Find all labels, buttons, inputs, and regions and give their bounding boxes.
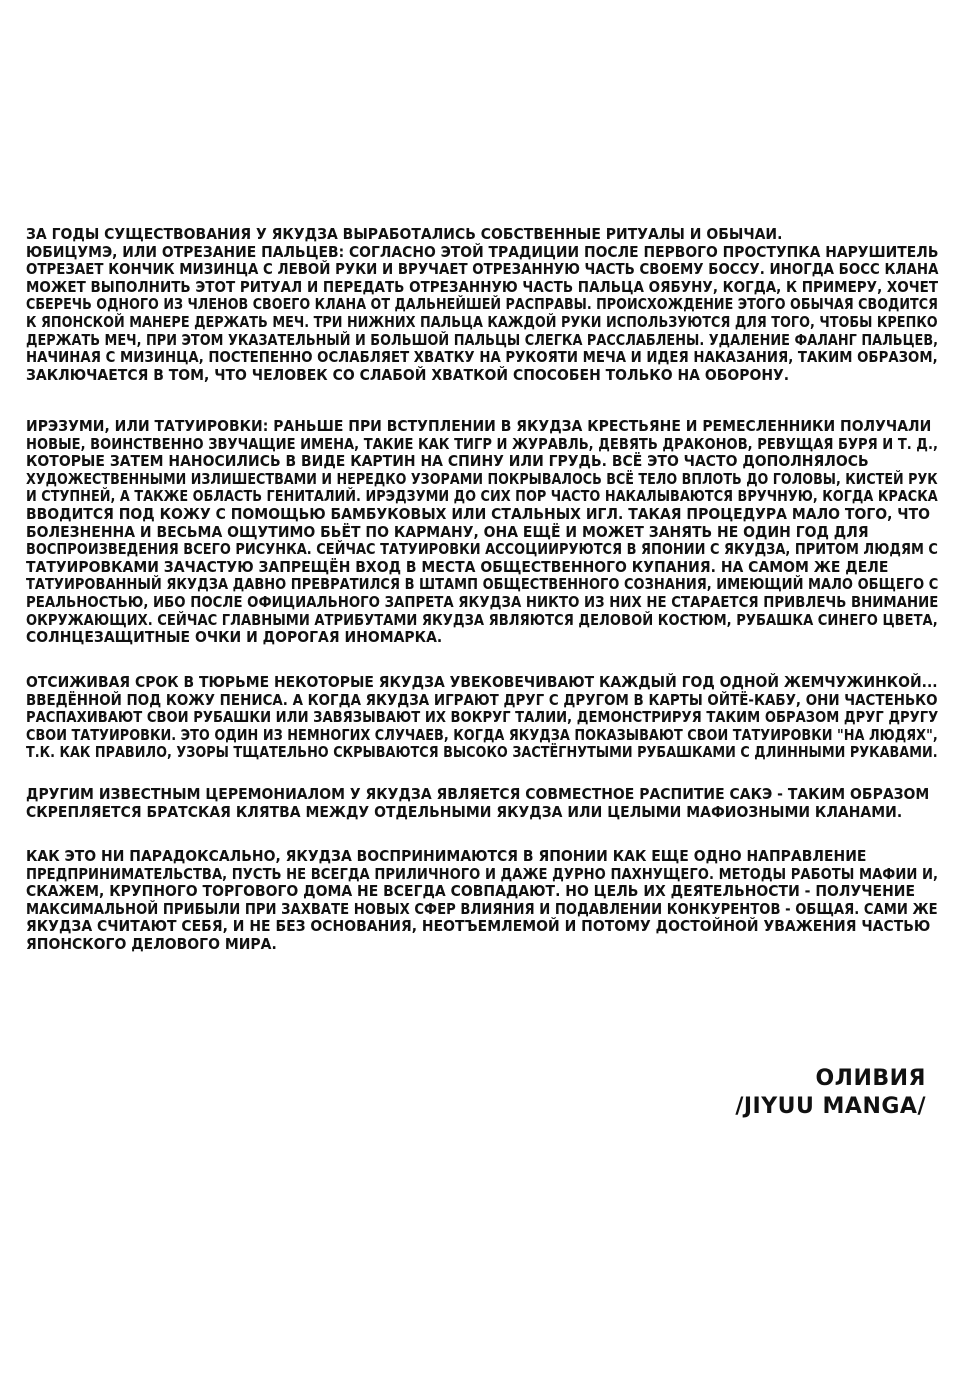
- text-line: ВВЕДЁННОЙ ПОД КОЖУ ПЕНИСА. А КОГДА ЯКУДЗА ИГРАЮТ ДРУГ С ДРУГОМ В КАРТЫ ОЙТЁ-КАБУ, ОНИ ЧАСТЕНЬКО: [26, 690, 938, 709]
- text-line: ДЕРЖАТЬ МЕЧ, ПРИ ЭТОМ УКАЗАТЕЛЬНЫЙ И БОЛЬШОЙ ПАЛЬЦЫ СЛЕГКА РАССЛАБЛЕНЫ. УДАЛЕНИЕ ФАЛАНГ ПАЛЬЦЕВ,: [26, 330, 939, 349]
- text-line: И СТУПНЕЙ, А ТАКЖЕ ОБЛАСТЬ ГЕНИТАЛИЙ. ИРЭДЗУМИ ДО СИХ ПОР ЧАСТО НАКАЛЫВАЮТСЯ ВРУЧНУЮ, КОГДА КРАСКА: [26, 487, 938, 506]
- text-line: КОТОРЫЕ ЗАТЕМ НАНОСИЛИСЬ В ВИДЕ КАРТИН НА СПИНУ ИЛИ ГРУДЬ. ВСЁ ЭТО ЧАСТО ДОПОЛНЯЛОСЬ: [26, 452, 869, 471]
- text-line: ИРЭЗУМИ, ИЛИ ТАТУИРОВКИ: РАНЬШЕ ПРИ ВСТУПЛЕНИИ В ЯКУДЗА КРЕСТЬЯНЕ И РЕМЕСЛЕННИКИ ПОЛУЧАЛИ: [26, 417, 932, 435]
- text-line: МОЖЕТ ВЫПОЛНИТЬ ЭТОТ РИТУАЛ И ПЕРЕДАТЬ ОТРЕЗАННУЮ ЧАСТЬ ПАЛЬЦА ОЯБУНУ, КОГДА, К ПРИМЕРУ, ХОЧЕТ: [26, 277, 939, 296]
- text-line: СВОИ ТАТУИРОВКИ. ЭТО ОДИН ИЗ НЕМНОГИХ СЛУЧАЕВ, КОГДА ЯКУДЗА ПОКАЗЫВАЮТ СВОИ ТАТУИРОВКИ "НА ЛЮДЯХ",: [26, 725, 938, 744]
- text-line: СКАЖЕМ, КРУПНОГО ТОРГОВОГО ДОМА НЕ ВСЕГДА СОВПАДАЮТ. НО ЦЕЛЬ ИХ ДЕЯТЕЛЬНОСТИ - ПОЛУЧЕНИЕ: [26, 882, 916, 901]
- text-line: РАСПАХИВАЮТ СВОИ РУБАШКИ ИЛИ ЗАВЯЗЫВАЮТ ИХ ВОКРУГ ТАЛИИ, ДЕМОНСТРИРУЯ ТАКИМ ОБРАЗОМ ДРУГ ДРУГУ: [26, 708, 939, 727]
- paragraph-rituals: [26, 226, 938, 384]
- text-line: ХУДОЖЕСТВЕННЫМИ ИЗЛИШЕСТВАМИ И НЕРЕДКО УЗОРАМИ ПОКРЫВАЛОСЬ ВСЁ ТЕЛО ВПЛОТЬ ДО ГОЛОВЫ, КИСТЕЙ РУК: [26, 469, 938, 488]
- text-line: СОЛНЦЕЗАЩИТНЫЕ ОЧКИ И ДОРОГАЯ ИНОМАРКА.: [26, 628, 443, 647]
- paragraph-sake: [26, 786, 938, 821]
- text-line: ВВОДИТСЯ ПОД КОЖУ С ПОМОЩЬЮ БАМБУКОВЫХ ИЛИ СТАЛЬНЫХ ИГЛ. ТАКАЯ ПРОЦЕДУРА МАЛО ТОГО, ЧТО: [26, 504, 930, 523]
- text-line: РЕАЛЬНОСТЬЮ, ИБО ПОСЛЕ ОФИЦИАЛЬНОГО ЗАПРЕТА ЯКУДЗА НИКТО ИЗ НИХ НЕ СТАРАЕТСЯ ПРИВЛЕЧЬ ВНИМАНИЕ: [26, 592, 939, 611]
- text-line: КАК ЭТО НИ ПАРАДОКСАЛЬНО, ЯКУДЗА ВОСПРИНИМАЮТСЯ В ЯПОНИИ КАК ЕЩЕ ОДНО НАПРАВЛЕНИЕ: [26, 847, 867, 865]
- paragraph-prison: [26, 674, 938, 762]
- text-line: ОКРУЖАЮЩИХ. СЕЙЧАС ГЛАВНЫМИ АТРИБУТАМИ ЯКУДЗА ЯВЛЯЮТСЯ ДЕЛОВОЙ КОСТЮМ, РУБАШКА СИНЕГО ЦВЕТА,: [26, 610, 938, 629]
- text-line: ВОСПРОИЗВЕДЕНИЯ ВСЕГО РИСУНКА. СЕЙЧАС ТАТУИРОВКИ АССОЦИИРУЮТСЯ В ЯПОНИИ С ЯКУДЗА, ПРИТОМ ЛЮДЯМ С: [26, 540, 938, 559]
- text-line: Т.К. КАК ПРАВИЛО, УЗОРЫ ТЩАТЕЛЬНО СКРЫВАЮТСЯ ВЫСОКО ЗАСТЁГНУТЫМИ РУБАШКАМИ С ДЛИННЫМИ РУКАВАМИ.: [26, 743, 938, 762]
- text-line: ОТРЕЗАЕТ КОНЧИК МИЗИНЦА С ЛЕВОЙ РУКИ И ВРУЧАЕТ ОТРЕЗАННУЮ ЧАСТЬ СВОЕМУ БОССУ. ИНОГДА БОСС КЛАНА: [26, 260, 939, 279]
- text-line: НАЧИНАЯ С МИЗИНЦА, ПОСТЕПЕННО ОСЛАБЛЯЕТ ХВАТКУ НА РУКОЯТИ МЕЧА И ИДЕЯ НАКАЗАНИЯ, ТАКИМ ОБРАЗОМ,: [26, 348, 938, 367]
- paragraph-business: [26, 848, 938, 954]
- text-line: К ЯПОНСКОЙ МАНЕРЕ ДЕРЖАТЬ МЕЧ. ТРИ НИЖНИХ ПАЛЬЦА КАЖДОЙ РУКИ ИСПОЛЬЗУЮТСЯ ДЛЯ ТОГО, ЧТОБЫ КРЕПКО: [26, 312, 938, 331]
- text-line: БОЛЕЗНЕННА И ВЕСЬМА ОЩУТИМО БЬЁТ ПО КАРМАНУ, ОНА ЕЩЁ И МОЖЕТ ЗАНЯТЬ НЕ ОДИН ГОД ДЛЯ: [26, 522, 869, 541]
- text-line: ЯПОНСКОГО ДЕЛОВОГО МИРА.: [26, 934, 277, 953]
- text-line: МАКСИМАЛЬНОЙ ПРИБЫЛИ ПРИ ЗАХВАТЕ НОВЫХ СФЕР ВЛИЯНИЯ И ПОДАВЛЕНИИ КОНКУРЕНТОВ - ОБЩАЯ. САМИ ЖЕ: [26, 899, 938, 918]
- text-line: ЯКУДЗА СЧИТАЮТ СЕБЯ, И НЕ БЕЗ ОСНОВАНИЯ, НЕОТЪЕМЛЕМОЙ И ПОТОМУ ДОСТОЙНОЙ УВАЖЕНИЯ ЧАСТЬЮ: [26, 917, 931, 936]
- paragraph-tattoos: [26, 418, 938, 647]
- text-line: ЮБИЦУМЭ, ИЛИ ОТРЕЗАНИЕ ПАЛЬЦЕВ: СОГЛАСНО ЭТОЙ ТРАДИЦИИ ПОСЛЕ ПЕРВОГО ПРОСТУПКА НАРУШИТЕЛЬ: [26, 242, 939, 261]
- text-line: ТАТУИРОВАННЫЙ ЯКУДЗА ДАВНО ПРЕВРАТИЛСЯ В ШТАМП ОБЩЕСТВЕННОГО СОЗНАНИЯ, ИМЕЮЩИЙ МАЛО ОБЩЕГО С: [26, 575, 939, 594]
- text-line: НОВЫЕ, ВОИНСТВЕННО ЗВУЧАЩИЕ ИМЕНА, ТАКИЕ КАК ТИГР И ЖУРАВЛЬ, ДЕВЯТЬ ДРАКОНОВ, РЕВУЩАЯ БУРЯ И Т. Д.,: [26, 434, 938, 453]
- text-line: ТАТУИРОВКАМИ ЗАЧАСТУЮ ЗАПРЕЩЁН ВХОД В МЕСТА ОБЩЕСТВЕННОГО КУПАНИЯ. НА САМОМ ЖЕ ДЕЛЕ: [26, 557, 889, 576]
- text-line: СБЕРЕЧЬ ОДНОГО ИЗ ЧЛЕНОВ СВОЕГО КЛАНА ОТ ДАЛЬНЕЙШЕЙ РАСПРАВЫ. ПРОИСХОЖДЕНИЕ ЭТОГО ОБЫЧАЯ СВОДИТСЯ: [26, 295, 938, 314]
- text-line: ЗА ГОДЫ СУЩЕСТВОВАНИЯ У ЯКУДЗА ВЫРАБОТАЛИСЬ СОБСТВЕННЫЕ РИТУАЛЫ И ОБЫЧАИ.: [26, 225, 783, 243]
- text-line: ПРЕДПРИНИМАТЕЛЬСТВА, ПУСТЬ НЕ ВСЕГДА ПРИЛИЧНОГО И ДАЖЕ ДУРНО ПАХНУЩЕГО. МЕТОДЫ РАБОТЫ МАФИИ И,: [26, 864, 938, 883]
- text-line: ОТСИЖИВАЯ СРОК В ТЮРЬМЕ НЕКОТОРЫЕ ЯКУДЗА УВЕКОВЕЧИВАЮТ КАЖДЫЙ ГОД ОДНОЙ ЖЕМЧУЖИНКОЙ...: [26, 673, 938, 691]
- text-line: СКРЕПЛЯЕТСЯ БРАТСКАЯ КЛЯТВА МЕЖДУ ОТДЕЛЬНЫМИ ЯКУДЗА ИЛИ ЦЕЛЫМИ МАФИОЗНЫМИ КЛАНАМИ.: [26, 802, 903, 821]
- text-line: ДРУГИМ ИЗВЕСТНЫМ ЦЕРЕМОНИАЛОМ У ЯКУДЗА ЯВЛЯЕТСЯ СОВМЕСТНОЕ РАСПИТИЕ САКЭ - ТАКИМ ОБРАЗОМ: [26, 785, 930, 803]
- text-line: ЗАКЛЮЧАЕТСЯ В ТОМ, ЧТО ЧЕЛОВЕК СО СЛАБОЙ ХВАТКОЙ СПОСОБЕН ТОЛЬКО НА ОБОРОНУ.: [26, 365, 790, 384]
- signature-name: ОЛИВИЯ: [815, 1066, 926, 1091]
- signature-group: /JIYUU MANGA/: [735, 1094, 926, 1119]
